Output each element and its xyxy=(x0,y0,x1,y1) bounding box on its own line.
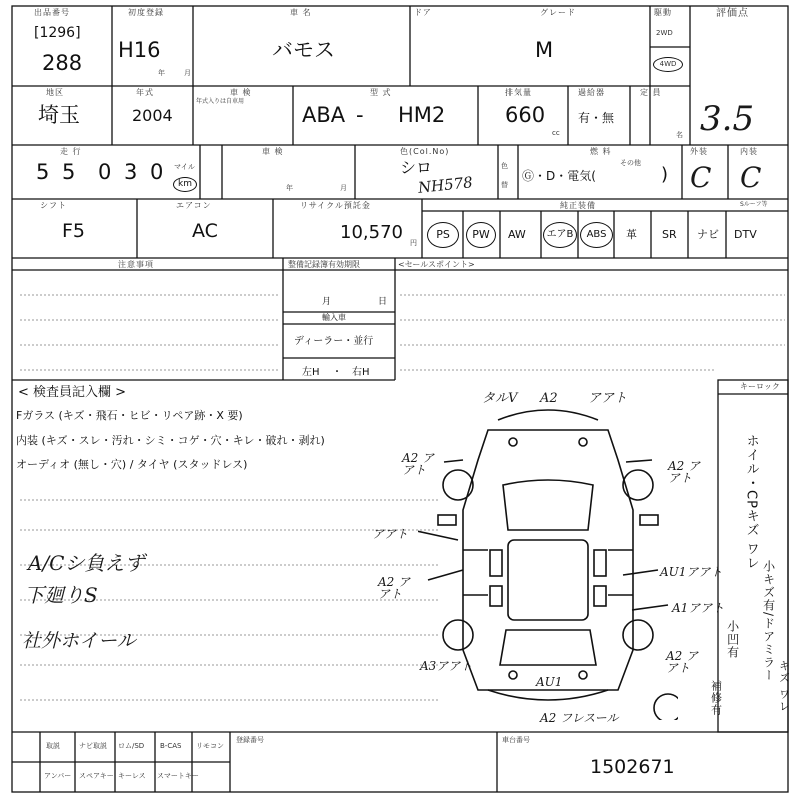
key-lock-label: キーロック xyxy=(740,382,780,391)
side-note-col: 小凹有 xyxy=(725,620,740,659)
equipment-item: ナビ xyxy=(697,228,719,241)
score-value: 3.5 xyxy=(700,99,755,139)
recycle-fee: 10,570 xyxy=(340,222,403,243)
label-grade: グレード xyxy=(540,8,576,17)
label-recycle: リサイクル預託金 xyxy=(300,201,371,210)
label-equip-extra: Sルーフ等 xyxy=(740,201,768,208)
mark-top-left: タルV xyxy=(482,391,518,406)
chassis-number: 1502671 xyxy=(590,756,675,778)
aircon-value: AC xyxy=(192,220,218,242)
mark-left-rear-door: A2 アアト xyxy=(378,575,411,601)
handle-left: 左H xyxy=(302,367,320,378)
mark-front-left: A2 アアト xyxy=(402,451,435,477)
capacity-unit: 名 xyxy=(676,131,683,139)
label-type: 型 式 xyxy=(370,88,392,97)
label-capacity: 定 員 xyxy=(640,88,662,97)
equipment-item: 革 xyxy=(626,228,637,241)
mileage-digit: 0 xyxy=(98,160,112,184)
mark-rear-right: A2 アアト xyxy=(666,649,699,675)
import-label: 輸入車 xyxy=(322,313,346,322)
recycle-unit: 円 xyxy=(410,239,417,247)
label-doors: ドア xyxy=(414,8,432,17)
mileage-digit: 5 xyxy=(36,160,50,184)
label-lot: 出品番号 xyxy=(34,8,70,17)
handwritten-note-underbody: 下廻りS xyxy=(24,583,98,607)
inspector-notes-title: < 検査員記入欄 > xyxy=(18,385,127,400)
label-car-name: 車 名 xyxy=(290,8,312,17)
color-code: NH578 xyxy=(417,173,474,197)
lot-number: 288 xyxy=(42,51,83,75)
handle-sep: ・ xyxy=(332,367,342,378)
shift-value: F5 xyxy=(62,220,86,242)
label-displacement: 排気量 xyxy=(505,88,532,97)
inspector-line-interior: 内装 (キズ・スレ・汚れ・シミ・コゲ・穴・キレ・破れ・剥れ) xyxy=(16,434,325,447)
equipment-item: DTV xyxy=(734,228,757,241)
label-drive: 駆動 xyxy=(654,8,672,17)
mark-bottom: A2 フレスール xyxy=(540,711,619,725)
handwritten-note-ac: A/Cシ負えず xyxy=(28,551,145,575)
footer-cell: リモコン xyxy=(196,742,224,750)
lot-bracket: [1296] xyxy=(34,25,81,41)
chassis-label: 車台番号 xyxy=(502,736,530,744)
label-notes: 注意事項 xyxy=(118,260,154,269)
mark-top-mid: A2 xyxy=(540,391,558,406)
type-sep: - xyxy=(356,103,364,127)
footer-cell: スペアキー xyxy=(79,772,114,780)
label-history: 車 検 xyxy=(262,147,284,156)
label-ac-turbo: 過給器 xyxy=(578,88,605,97)
mileage-unit-mile: マイル xyxy=(174,163,195,171)
fuel-options: Ⓖ・D・電気( xyxy=(522,169,596,183)
color-change-a: 色 xyxy=(501,162,508,170)
footer-cell: 取説 xyxy=(46,742,60,750)
mark-left-door: アアト xyxy=(372,527,409,541)
mileage-digit: 5 xyxy=(62,160,76,184)
exterior-grade: C xyxy=(690,161,712,194)
side-note-col: ホイル・CPキズ ワレ xyxy=(743,434,759,571)
side-note-col: 小キズ有/ドアミラー xyxy=(761,560,776,683)
mark-right-rear: A1アアト xyxy=(672,601,725,615)
label-mileage: 走 行 xyxy=(60,147,82,156)
grade-value: M xyxy=(535,38,554,62)
mileage-digit: 3 xyxy=(124,160,138,184)
year-value: 2004 xyxy=(132,106,173,125)
type-a: ABA xyxy=(302,103,346,127)
footer-cell: キーレス xyxy=(118,772,146,780)
mark-top-right: アアト xyxy=(588,391,628,406)
label-interior: 内装 xyxy=(740,147,758,156)
label-equipment: 純正装備 xyxy=(560,201,596,210)
area-value: 埼玉 xyxy=(38,103,80,127)
history-year-unit: 年 xyxy=(286,184,293,192)
history-month-unit: 月 xyxy=(340,184,347,192)
fuel-other: その他 xyxy=(620,159,641,167)
handle-right: 右H xyxy=(352,367,370,378)
first-reg-month-unit: 月 xyxy=(184,69,191,77)
mark-rear-mid: AU1 xyxy=(536,675,563,689)
mark-right-door: AU1アアト xyxy=(660,565,723,579)
cert-month: 月 xyxy=(322,297,332,307)
first-reg-era: H16 xyxy=(118,38,161,62)
label-aircon: エアコン xyxy=(176,201,212,210)
equipment-item: PS xyxy=(427,222,459,248)
label-sales-point: <セールスポイント> xyxy=(398,260,475,269)
label-area: 地区 xyxy=(46,88,64,97)
dealer-parallel: ディーラー・並行 xyxy=(294,336,374,347)
cert-day: 日 xyxy=(378,297,388,307)
drive-4wd: 4WD xyxy=(653,57,683,72)
inspector-line-audio: オーディオ (無し・穴) / タイヤ (スタッドレス) xyxy=(16,458,248,471)
label-parts-cert: 整備記録簿有効期限 xyxy=(288,260,360,269)
color-value: シロ xyxy=(400,158,433,177)
inspection-note: 年式入りは自車用 xyxy=(196,98,245,105)
footer-cell: ナビ取説 xyxy=(79,742,107,750)
footer-cell: スマートキー xyxy=(157,772,199,780)
label-score: 評価点 xyxy=(716,8,749,19)
first-reg-year-unit: 年 xyxy=(158,69,165,77)
registration-label: 登録番号 xyxy=(236,736,264,744)
label-first-reg: 初度登録 xyxy=(128,8,164,17)
label-exterior: 外装 xyxy=(690,147,708,156)
mark-rear-left: A3アアト xyxy=(420,659,473,673)
footer-cell: ロム/SD xyxy=(118,742,145,750)
label-inspection: 車 検 xyxy=(230,88,252,97)
color-change-b: 替 xyxy=(501,181,508,189)
label-color: 色(Col.No) xyxy=(400,147,450,156)
mark-front-right: A2 アアト xyxy=(668,459,701,485)
turbo-options: 有・無 xyxy=(578,111,615,125)
displacement-value: 660 xyxy=(505,103,546,127)
equipment-item: エアB xyxy=(543,222,577,248)
drive-2wd: 2WD xyxy=(656,29,673,37)
label-shift: シフト xyxy=(40,201,67,210)
label-fuel: 燃 料 xyxy=(590,147,612,156)
car-name: バモス xyxy=(272,38,335,62)
equipment-item: PW xyxy=(466,222,496,248)
equipment-item: AW xyxy=(508,228,526,241)
equipment-item: ABS xyxy=(580,222,613,248)
side-note-col: 補修有 xyxy=(709,680,723,716)
fuel-close: ) xyxy=(661,164,669,185)
inspector-line-glass: Fガラス (キズ・飛石・ヒビ・リペア跡・X 要) xyxy=(16,409,243,422)
side-note-col: キズ ワレ xyxy=(777,660,791,713)
displacement-unit: cc xyxy=(552,129,560,137)
equipment-item: SR xyxy=(662,228,677,241)
interior-grade: C xyxy=(740,161,762,194)
handwritten-note-wheels: 社外ホイール xyxy=(22,630,136,652)
mileage-unit-km: km xyxy=(173,177,197,192)
type-b: HM2 xyxy=(398,103,446,127)
footer-cell: B-CAS xyxy=(160,742,182,750)
mileage-digit: 0 xyxy=(150,160,164,184)
label-year: 年式 xyxy=(136,88,154,97)
footer-cell: アンパー xyxy=(44,772,72,780)
